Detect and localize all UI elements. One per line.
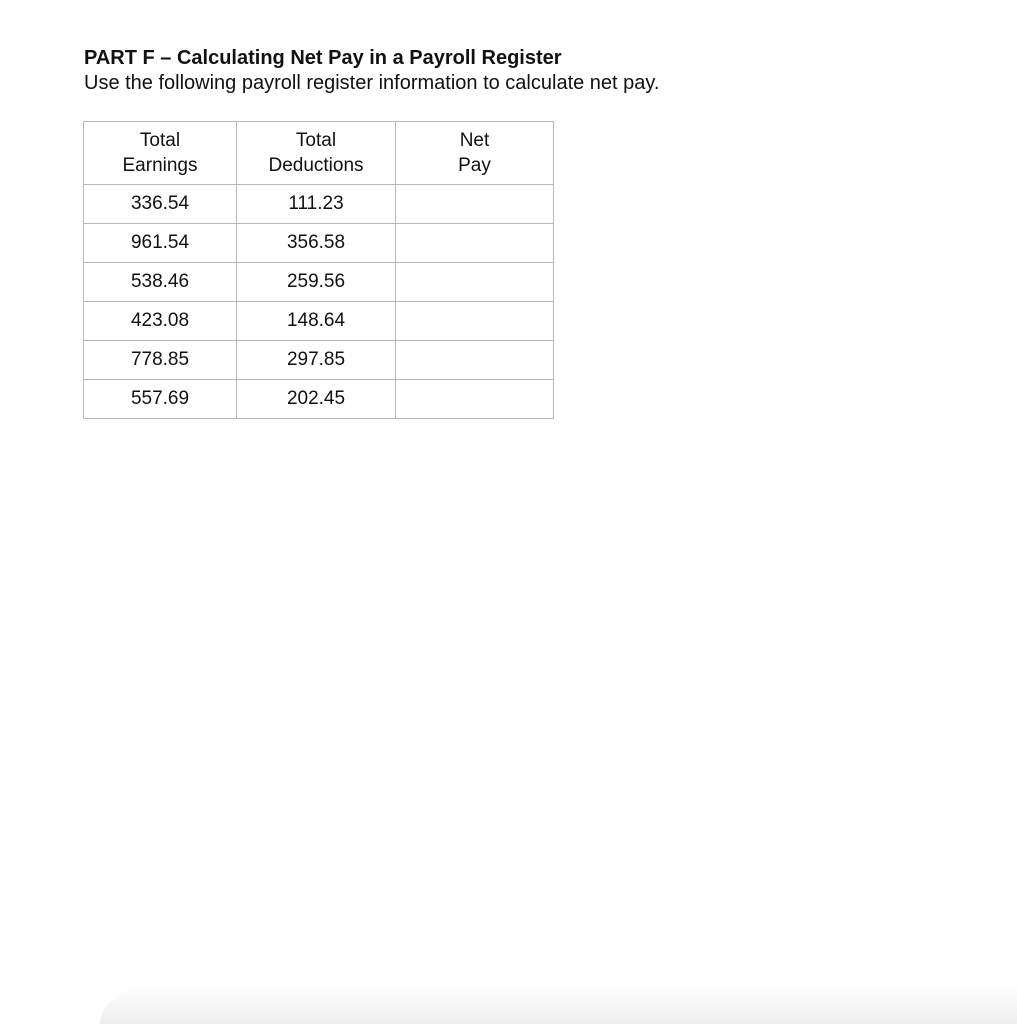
table-row (84, 263, 554, 302)
earnings-cell: 538.46 (84, 263, 237, 302)
earnings-cell: 423.08 (84, 302, 237, 341)
deductions-cell: 297.85 (237, 341, 396, 380)
deductions-cell: 202.45 (237, 380, 396, 419)
net-pay-cell[interactable] (396, 380, 554, 419)
earnings-cell: 961.54 (84, 224, 237, 263)
payroll-register-table (83, 121, 554, 419)
earnings-cell: 778.85 (84, 341, 237, 380)
net-pay-cell[interactable] (396, 341, 554, 380)
net-pay-cell[interactable] (396, 185, 554, 224)
table-row (84, 185, 554, 224)
earnings-cell: 336.54 (84, 185, 237, 224)
header-line: Deductions (268, 155, 364, 176)
deductions-cell: 148.64 (237, 302, 396, 341)
section-heading: PART F – Calculating Net Pay in a Payroll Register (84, 47, 562, 69)
table-row (84, 224, 554, 263)
header-line: Earnings (122, 155, 198, 176)
deductions-cell: 111.23 (237, 185, 396, 224)
table-row (84, 302, 554, 341)
table-row (84, 380, 554, 419)
net-pay-cell[interactable] (396, 263, 554, 302)
header-total-deductions (237, 122, 396, 185)
table-row (84, 341, 554, 380)
header-line: Pay (458, 155, 491, 176)
header-line: Total (295, 130, 337, 151)
net-pay-cell[interactable] (396, 302, 554, 341)
deductions-cell: 259.56 (237, 263, 396, 302)
page-edge-shadow (100, 984, 1017, 1024)
deductions-cell: 356.58 (237, 224, 396, 263)
net-pay-cell[interactable] (396, 224, 554, 263)
header-total-earnings (84, 122, 237, 185)
instructions-text: Use the following payroll register information to calculate net pay. (84, 72, 660, 94)
header-line: Net (459, 130, 490, 151)
header-line: Total (139, 130, 181, 151)
header-net-pay (396, 122, 554, 185)
earnings-cell: 557.69 (84, 380, 237, 419)
table-header-row (84, 122, 554, 185)
